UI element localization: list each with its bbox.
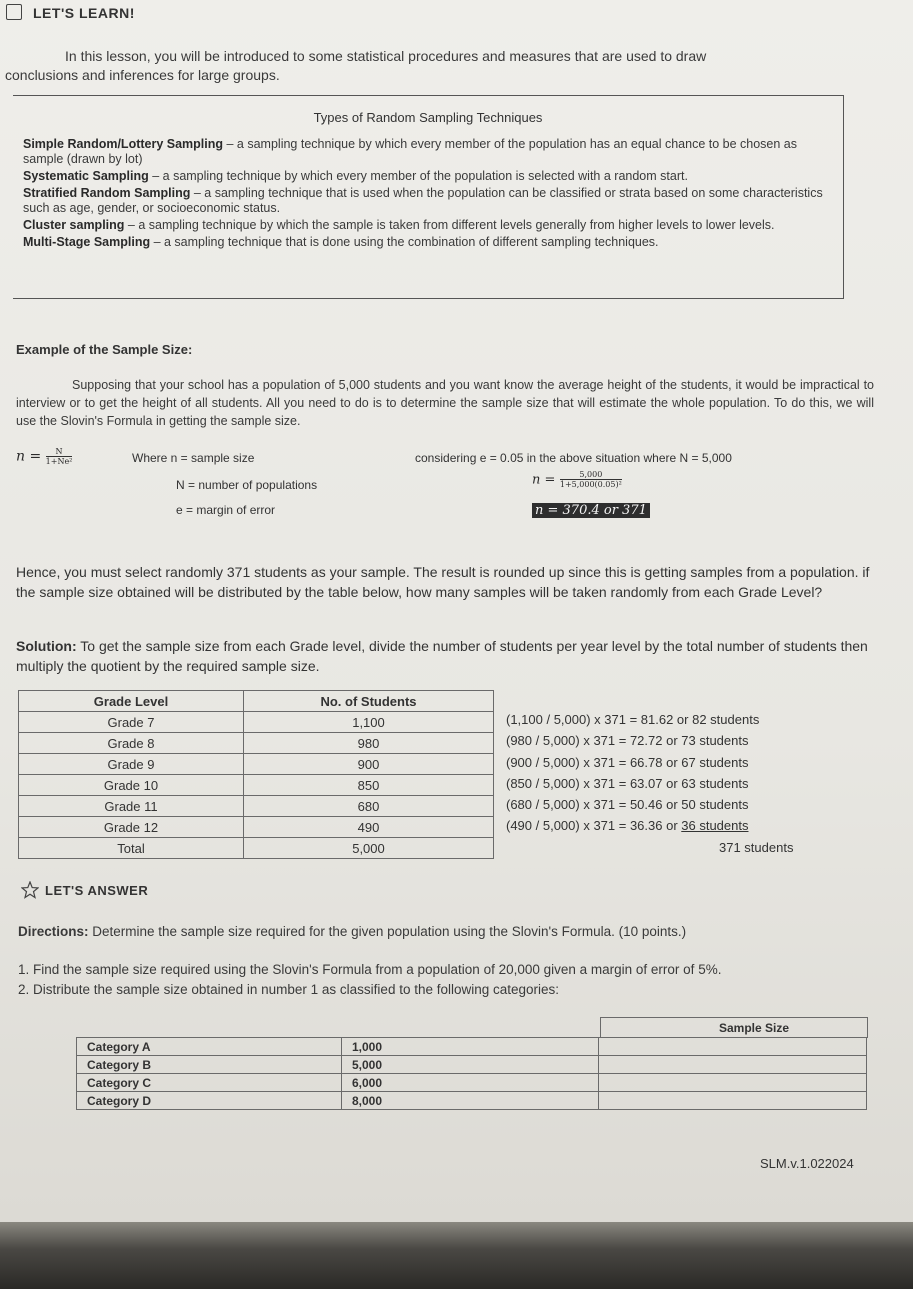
checkbox-icon [6, 4, 22, 20]
table-row: Grade 7 1,100 [19, 712, 494, 733]
example-heading: Example of the Sample Size: [16, 342, 193, 357]
where-sample-size: Where n = sample size [132, 451, 255, 465]
formula-lhs: n = [16, 448, 42, 465]
table-row: Grade 8 980 [19, 733, 494, 754]
type-systematic: Systematic Sampling – a sampling technique by which every member of the population is selected with a random start. [23, 169, 688, 183]
type-simple-random: Simple Random/Lottery Sampling – a sampling technique by which every member of the population has an equal chance to be chosen as sample (drawn by lot) [23, 137, 798, 166]
type-multi-stage: Multi-Stage Sampling – a sampling technique that is done using the combination of different sampling techniques. [23, 235, 659, 249]
type-stratified: Stratified Random Sampling – a sampling technique that is used when the population can be classified or strata based on some characteristics such as age, gender, or socioeconomic status. [23, 186, 823, 215]
table-row: Category B 5,000 [77, 1056, 867, 1074]
where-margin-error: e = margin of error [176, 503, 276, 517]
footer-version: SLM.v.1.022024 [760, 1156, 854, 1171]
type-cluster: Cluster sampling – a sampling technique by which the sample is taken from different levels generally from higher levels to lower levels. [23, 218, 775, 232]
hence-paragraph: Hence, you must select randomly 371 students as your sample. The result is rounded up since this is getting samples from a population. if the sample size obtained will be distributed by the table below, how many samples will be taken randomly from each Grade Level? [16, 564, 870, 600]
calc-line: (980 / 5,000) x 371 = 72.72 or 73 students [506, 733, 749, 749]
types-list [13, 137, 843, 250]
grade-level-table [18, 690, 494, 859]
table-row: Grade 9 900 [19, 754, 494, 775]
question-2: 2. Distribute the sample size obtained in number 1 as classified to the following categories: [18, 982, 560, 997]
lets-answer-heading: LET'S ANSWER [45, 883, 149, 898]
table-row: Grade 10 850 [19, 775, 494, 796]
category-table [76, 1037, 867, 1110]
lets-learn-heading: LET'S LEARN! [33, 5, 135, 21]
calc-line: (900 / 5,000) x 371 = 66.78 or 67 students [506, 754, 749, 770]
sample-size-header: Sample Size [600, 1017, 868, 1038]
calc-lhs: n = [532, 472, 556, 488]
example-paragraph: Supposing that your school has a population of 5,000 students and you want know the average height of the students, it would be impractical to interview or to get the height of all students. All you need to do is to determine the sample size that will estimate the whole population. To do this, we will use the Slovin's Formula in getting the sample size. [16, 378, 874, 428]
question-1: 1. Find the sample size required using the Slovin's Formula from a population of 20,000 given a margin of error of 5%. [18, 962, 722, 977]
types-title: Types of Random Sampling Techniques [313, 110, 543, 125]
table-row: Category D 8,000 [77, 1092, 867, 1110]
answer-cell[interactable] [599, 1056, 867, 1074]
table-row: Category A 1,000 [77, 1038, 867, 1056]
where-population: N = number of populations [176, 478, 318, 492]
table-row: Grade 11 680 [19, 796, 494, 817]
star-icon [21, 881, 39, 899]
calc-line: (850 / 5,000) x 371 = 63.07 or 63 students [506, 775, 749, 791]
calc-line: (490 / 5,000) x 371 = 36.36 or 36 students [506, 818, 749, 834]
grade-calculations [506, 709, 793, 858]
considering-text: considering e = 0.05 in the above situation where N = 5,000 [415, 451, 732, 465]
calc-formula [532, 470, 622, 489]
header-no-students: No. of Students [244, 691, 494, 712]
table-total-row: Total 5,000 [19, 838, 494, 859]
calc-result: n = 370.4 or 371 [532, 501, 650, 519]
table-header-row [19, 691, 494, 712]
table-row: Grade 12 490 [19, 817, 494, 838]
slovin-formula [16, 447, 72, 466]
directions: Directions: Determine the sample size required for the given population using the Slovin's Formula. (10 points.) [18, 924, 687, 939]
calc-line: (680 / 5,000) x 371 = 50.46 or 50 students [506, 797, 749, 813]
table-row: Category C 6,000 [77, 1074, 867, 1092]
intro-line-1: In this lesson, you will be introduced to some statistical procedures and measures that are used to draw [65, 48, 707, 64]
calc-line: (1,100 / 5,000) x 371 = 81.62 or 82 students [506, 712, 760, 727]
answer-cell[interactable] [599, 1074, 867, 1092]
calc-total: 371 students [719, 839, 794, 855]
intro-line-2: conclusions and inferences for large groups. [5, 67, 280, 83]
answer-cell[interactable] [599, 1092, 867, 1110]
page-edge-shadow [0, 1222, 913, 1289]
answer-cell[interactable] [599, 1038, 867, 1056]
solution-paragraph: Solution: To get the sample size from each Grade level, divide the number of students per year level by the total number of students then multiply the quotient by the required sample size. [16, 638, 868, 674]
formula-fraction: $\frac{N}{\text{1+Ne²}}$ [45, 447, 73, 466]
header-grade-level: Grade Level [19, 691, 244, 712]
sampling-types-box [13, 95, 844, 299]
calc-fraction: $\frac{5,000}{\text{1+5,000(0.05)²}}$ [559, 470, 622, 489]
